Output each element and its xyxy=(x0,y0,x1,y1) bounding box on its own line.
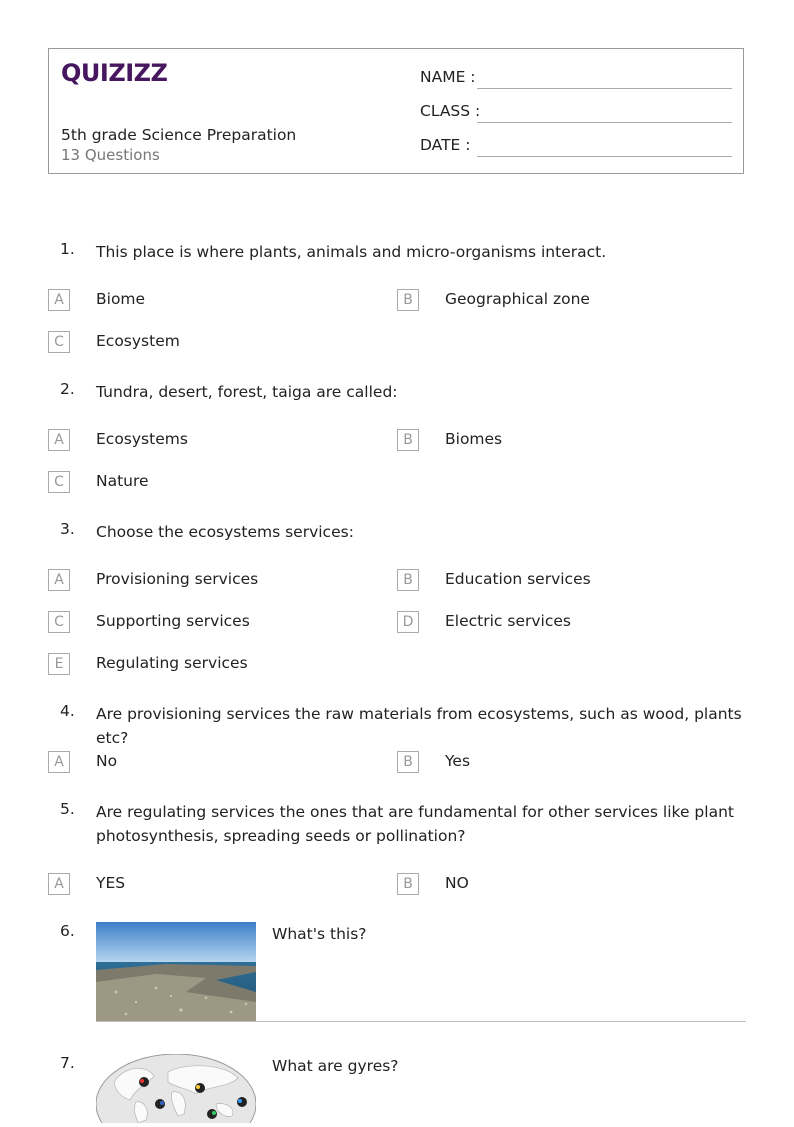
question-number: 6. xyxy=(60,922,75,940)
question-number: 3. xyxy=(60,520,75,538)
question-text: Tundra, desert, forest, taiga are called: xyxy=(96,383,398,401)
option-text: Ecosystem xyxy=(96,332,180,350)
option-letter: A xyxy=(48,569,70,591)
option-text: YES xyxy=(96,874,126,892)
option-letter: C xyxy=(48,611,70,633)
question-text: What's this? xyxy=(272,925,367,943)
worksheet-title: 5th grade Science Preparation xyxy=(61,126,297,144)
question-text: Are provisioning services the raw materials from ecosystems, such as wood, plants etc? xyxy=(96,705,742,747)
question-text: What are gyres? xyxy=(272,1057,399,1075)
option-text: Education services xyxy=(445,570,591,588)
question-text: Choose the ecosystems services: xyxy=(96,523,354,541)
option-text: Provisioning services xyxy=(96,570,259,588)
option-text: Yes xyxy=(445,752,471,770)
date-line xyxy=(477,156,732,157)
option-letter: E xyxy=(48,653,70,675)
question-number: 1. xyxy=(60,240,75,258)
option-letter: B xyxy=(397,751,419,773)
name-field[interactable] xyxy=(420,68,732,90)
option-letter: A xyxy=(48,751,70,773)
option-letter: A xyxy=(48,289,70,311)
divider xyxy=(96,1021,746,1022)
question-number: 2. xyxy=(60,380,75,398)
option-text: Nature xyxy=(96,472,149,490)
class-label: CLASS : xyxy=(420,102,481,120)
name-label: NAME : xyxy=(420,68,476,86)
option-text: Electric services xyxy=(445,612,571,630)
ocean-garbage-image xyxy=(96,922,256,1021)
world-gyres-map-image xyxy=(96,1054,256,1123)
class-field[interactable] xyxy=(420,102,732,124)
option-letter: B xyxy=(397,289,419,311)
question-count: 13 Questions xyxy=(61,146,160,164)
option-letter: D xyxy=(397,611,419,633)
date-label: DATE : xyxy=(420,136,471,154)
option-letter: A xyxy=(48,873,70,895)
date-field[interactable] xyxy=(420,136,732,158)
option-letter: C xyxy=(48,471,70,493)
option-letter: A xyxy=(48,429,70,451)
option-text: Biomes xyxy=(445,430,503,448)
option-text: Supporting services xyxy=(96,612,250,630)
option-letter: C xyxy=(48,331,70,353)
option-text: Ecosystems xyxy=(96,430,188,448)
option-text: Geographical zone xyxy=(445,290,590,308)
worksheet-header xyxy=(48,48,744,174)
question-number: 4. xyxy=(60,702,75,720)
option-text: Regulating services xyxy=(96,654,248,672)
question-number: 7. xyxy=(60,1054,75,1072)
option-letter: B xyxy=(397,569,419,591)
quizizz-logo: QUIZIZZ xyxy=(61,59,168,87)
name-line xyxy=(477,88,732,89)
option-text: Biome xyxy=(96,290,146,308)
class-line xyxy=(477,122,732,123)
option-letter: B xyxy=(397,873,419,895)
option-letter: B xyxy=(397,429,419,451)
question-number: 5. xyxy=(60,800,75,818)
question-text: This place is where plants, animals and micro-organisms interact. xyxy=(96,243,607,261)
option-text: No xyxy=(96,752,118,770)
option-text: NO xyxy=(445,874,469,892)
question-text: Are regulating services the ones that are fundamental for other services like plant photosynthesis, spreading seeds or pollination? xyxy=(96,803,734,845)
